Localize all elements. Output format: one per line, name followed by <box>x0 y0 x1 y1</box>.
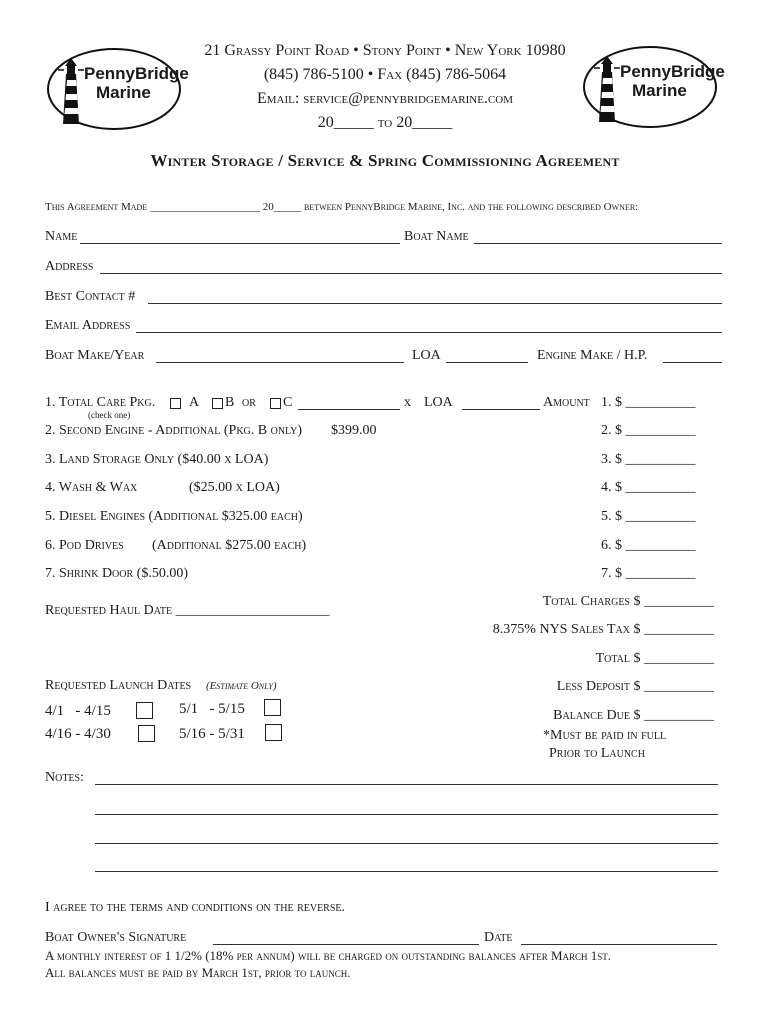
less-deposit-field[interactable]: Less Deposit $ __________ <box>556 679 714 694</box>
interest-note-1: A monthly interest of 1 1/2% (18% per annum) will be charged on outstanding balances after March 1st. <box>45 948 612 963</box>
item-1-label: 1. Total Care Pkg. <box>45 395 156 410</box>
boat-make-field[interactable] <box>156 348 404 363</box>
or-label: or <box>242 395 256 410</box>
option-b-label: B <box>225 395 235 410</box>
interest-note-2: All balances must be paid by March 1st, prior to launch. <box>45 965 351 980</box>
item-6-label: 6. Pod Drives <box>45 538 124 553</box>
launch-estimate-note: (Estimate Only) <box>206 680 277 692</box>
item-2-label: 2. Second Engine - Additional (Pkg. B only) <box>45 423 303 438</box>
total-charges-field[interactable]: Total Charges $ __________ <box>542 594 714 609</box>
signature-field[interactable] <box>213 930 479 945</box>
launch-checkbox-1[interactable] <box>136 702 153 719</box>
launch-checkbox-2[interactable] <box>264 699 281 716</box>
engine-field[interactable] <box>663 348 722 363</box>
logo-text-2: Marine <box>632 81 687 100</box>
best-contact-label: Best Contact # <box>45 289 136 304</box>
boat-name-field[interactable] <box>474 229 722 244</box>
amount-7-field[interactable]: 7. $ __________ <box>601 566 696 581</box>
item-2-price: $399.00 <box>331 423 377 438</box>
notes-line-3[interactable] <box>95 829 718 844</box>
option-c-checkbox[interactable] <box>270 398 281 409</box>
haul-date-field[interactable]: Requested Haul Date ______________________ <box>45 603 330 618</box>
logo-text-2: Marine <box>96 83 151 102</box>
amount-4-field[interactable]: 4. $ __________ <box>601 480 696 495</box>
best-contact-field[interactable] <box>148 289 722 304</box>
option-a-checkbox[interactable] <box>170 398 181 409</box>
launch-range-4: 5/16 - 5/31 <box>179 726 245 742</box>
loa-field[interactable] <box>446 348 528 363</box>
amount-6-field[interactable]: 6. $ __________ <box>601 538 696 553</box>
amount-1-field[interactable]: 1. $ __________ <box>601 395 696 410</box>
option-c-field[interactable] <box>298 395 400 410</box>
check-one-note: (check one) <box>88 410 131 420</box>
email-field[interactable] <box>136 318 722 333</box>
name-label: Name <box>45 229 78 244</box>
amount-2-field[interactable]: 2. $ __________ <box>601 423 696 438</box>
agreement-made-line: This Agreement Made ____________________ 20_____ between PennyBridge Marine, Inc. and the following described Owner: <box>45 201 639 213</box>
times-label: x <box>404 395 411 410</box>
notes-line-2[interactable] <box>95 800 718 815</box>
address-field[interactable] <box>100 259 722 274</box>
item-1-loa-label: LOA <box>424 395 453 410</box>
name-field[interactable] <box>80 229 400 244</box>
launch-dates-label: Requested Launch Dates <box>45 678 192 693</box>
company-address: 21 Grassy Point Road • Stony Point • New York 10980 <box>204 42 566 59</box>
loa-label: LOA <box>412 348 441 363</box>
launch-checkbox-3[interactable] <box>138 725 155 742</box>
amount-5-field[interactable]: 5. $ __________ <box>601 509 696 524</box>
item-7-label: 7. Shrink Door ($.50.00) <box>45 566 188 581</box>
boat-make-label: Boat Make/Year <box>45 348 145 363</box>
engine-label: Engine Make / H.P. <box>537 348 648 363</box>
item-5-label: 5. Diesel Engines (Additional $325.00 each) <box>45 509 303 524</box>
date-label: Date <box>484 930 513 945</box>
item-4-price: ($25.00 x LOA) <box>189 480 280 495</box>
page-title: Winter Storage / Service & Spring Commissioning Agreement <box>150 151 620 170</box>
signature-label: Boat Owner's Signature <box>45 930 187 945</box>
item-4-label: 4. Wash & Wax <box>45 480 138 495</box>
season-years: 20_____ to 20_____ <box>317 114 453 131</box>
balance-due-field[interactable]: Balance Due $ __________ <box>553 708 714 723</box>
email-label: Email Address <box>45 318 131 333</box>
payment-note-1: *Must be paid in full <box>543 728 667 743</box>
date-field[interactable] <box>521 930 717 945</box>
amount-label: Amount <box>543 395 590 410</box>
agree-statement: I agree to the terms and conditions on the reverse. <box>45 900 346 915</box>
option-c-label: C <box>283 395 293 410</box>
item-6-price: (Additional $275.00 each) <box>152 538 307 553</box>
launch-range-3: 4/16 - 4/30 <box>45 726 111 742</box>
total-field[interactable]: Total $ __________ <box>595 651 714 666</box>
sales-tax-field[interactable]: 8.375% NYS Sales Tax $ __________ <box>492 622 714 637</box>
notes-line-1[interactable] <box>95 770 718 785</box>
address-label: Address <box>45 259 94 274</box>
notes-label: Notes: <box>45 770 84 785</box>
amount-3-field[interactable]: 3. $ __________ <box>601 452 696 467</box>
option-b-checkbox[interactable] <box>212 398 223 409</box>
boat-name-label: Boat Name <box>404 229 469 244</box>
option-a-label: A <box>189 395 200 410</box>
logo-text-1: PennyBridge <box>620 62 725 81</box>
company-phone: (845) 786-5100 • Fax (845) 786-5064 <box>263 66 507 83</box>
item-1-loa-field[interactable] <box>462 395 540 410</box>
launch-range-2: 5/1 - 5/15 <box>179 701 245 717</box>
notes-line-4[interactable] <box>95 857 718 872</box>
launch-range-1: 4/1 - 4/15 <box>45 703 111 719</box>
payment-note-2: Prior to Launch <box>549 746 645 761</box>
item-3-label: 3. Land Storage Only ($40.00 x LOA) <box>45 452 269 467</box>
logo-text-1: PennyBridge <box>84 64 189 83</box>
launch-checkbox-4[interactable] <box>265 724 282 741</box>
company-email: Email: service@pennybridgemarine.com <box>256 90 514 107</box>
